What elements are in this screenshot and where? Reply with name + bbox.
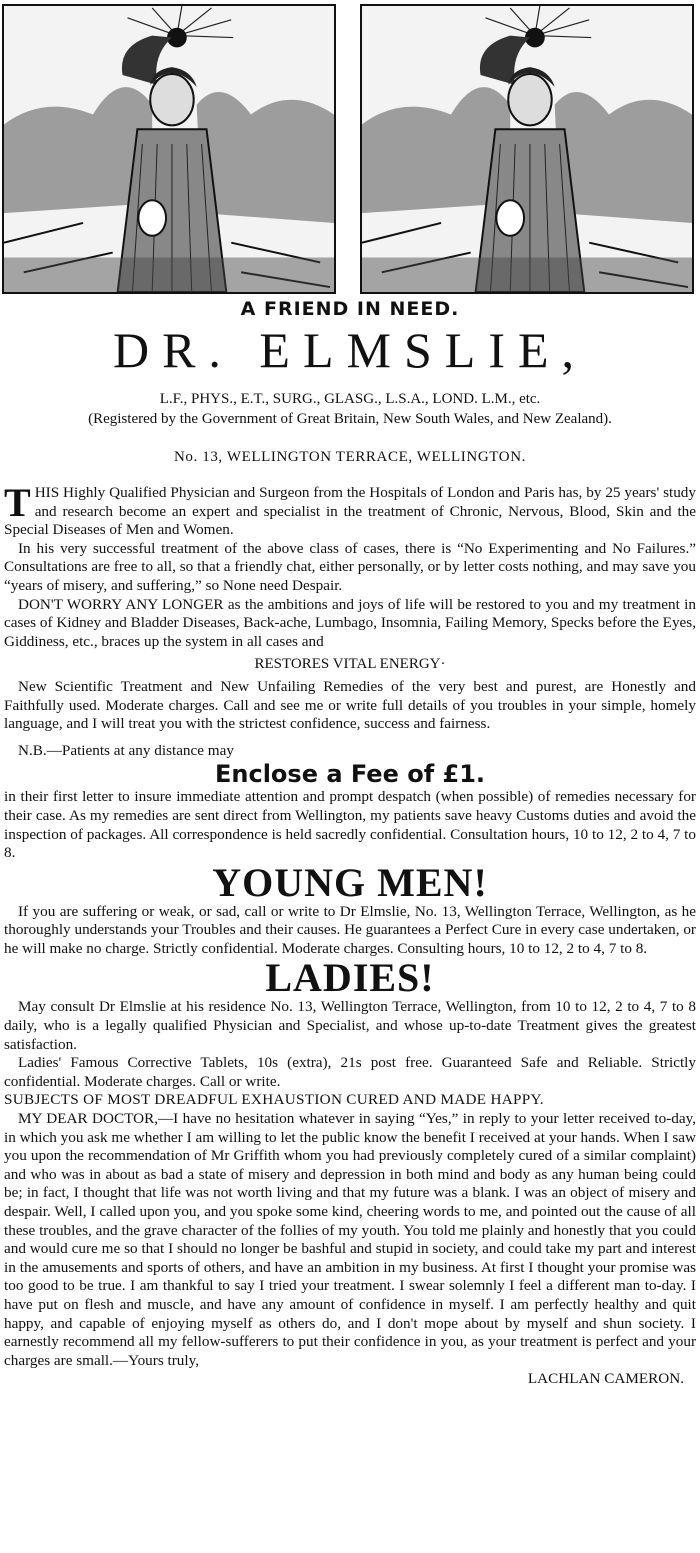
tablets-paragraph: Ladies' Famous Corrective Tablets, 10s (extra), 21s post free. Guaranteed Safe and Reliable. Strictly confidential. Moderate charges. Call or write.: [4, 1054, 696, 1090]
credentials: L.F., PHYS., E.T., SURG., GLASG., L.S.A., LOND. L.M., etc.: [159, 391, 541, 407]
signature-line: [4, 1370, 696, 1389]
fee-paragraph: in their first letter to insure immediate attention and prompt despatch (when possible) of remedies necessary for their case. As my remedies are sent direct from Wellington, my patients save heavy Customs duties and avoid the inspection of packages. All correspondence is held sacredly confidential. Consultation hours, 10 to 12, 2 to 4, 7 to 8.: [4, 788, 696, 862]
subjects-heading: SUBJECTS OF MOST DREADFUL EXHAUSTION CURED AND MADE HAPPY.: [4, 1091, 544, 1109]
scientific-treatment-paragraph: New Scientific Treatment and New Unfailing Remedies of the very best and purest, are Honestly and Faithfully used. Moderate charges. Call and see me or write full details of you troubles in your simple, homely language, and I will treat you with the strictest confidence, success and fairness.: [4, 677, 696, 733]
doctor-name: DR. ELMSLIE,: [112, 322, 588, 378]
drop-cap: T: [4, 480, 31, 525]
fee-heading: Enclose a Fee of £1.: [214, 760, 486, 789]
nb-line: N.B.—Patients at any distance may: [18, 741, 234, 759]
woman-with-raised-torch-illustration: [360, 4, 694, 294]
dont-worry-paragraph: DON'T WORRY ANY LONGER as the ambitions and joys of life will be restored to you and my treatment in cases of Kidney and Bladder Diseases, Back-ache, Lumbago, Insomnia, Failing Memory, Specks before the Eyes, Giddiness, etc., braces up the system in all cases and: [4, 595, 696, 650]
young-men-paragraph: If you are suffering or weak, or sad, call or write to Dr Elmslie, No. 13, Wellington Terrace, Wellington, as he thoroughly understands your Troubles and their causes. He guarantees a Perfect Cure in every case undertaken, or he will make no charge. Strictly confidential. Moderate charges. Consulting hours, 10 to 12, 2 to 4, 7 to 8.: [4, 902, 696, 957]
illustration-right-graphic: [362, 6, 692, 292]
woman-with-raised-torch-illustration: [2, 4, 336, 294]
intro-paragraph: [4, 480, 696, 540]
no-failures-paragraph: In his very successful treatment of the above class of cases, there is “No Experimenting and No Failures.” Consultations are free to all, so that a friendly chat, either personally, or by letter costs nothing, and may save you “years of misery, and suffering,” so None need Despair.: [4, 539, 696, 594]
testimonial-letter: MY DEAR DOCTOR,—I have no hesitation whatever in saying “Yes,” in reply to your letter received to-day, in which you ask me whether I am willing to let the public know the benefit I received at your hands. When I saw you upon the recommendation of Mr Griffith whom you had previously completely cured of a similar complaint) and who was in about as bad a state of misery and depression in both mind and body as any human being could be; in fact, I thought that life was not worth living and that my future was a blank. I was an object of misery and despair. Well, I called upon you, and you spoke some kind, cheering words to me, and pointed out the cause of all these troubles, and the grave character of the follies of my youth. You told me plainly and honestly that you could and would cure me so that I should no longer be bashful and stupid in society, and could take my part and interest in the amusements and sports of others, and have an ambition in my business. At first I thought your promise was too good to be true. I am thankful to say I tried your treatment. I swear solemnly I feel a different man to-day. I have put on flesh and muscle, and have any amount of confidence in myself. I am perfectly healthy and quit happy, and capable of enjoying myself as others do, and I don't mope about by myself and shun society. I earnestly recommend all my fellow-sufferers to put their confidence in you, as your treatment is perfect and your charges are small.—Yours truly,: [4, 1110, 696, 1369]
illustrations-row: [0, 0, 700, 298]
headline: A FRIEND IN NEED.: [240, 298, 460, 320]
address: No. 13, WELLINGTON TERRACE, WELLINGTON.: [174, 449, 526, 465]
illustration-left-graphic: [4, 6, 334, 292]
ladies-paragraph: May consult Dr Elmslie at his residence No. 13, Wellington Terrace, Wellington, from 10 to 12, 2 to 4, 7 to 8 daily, who is a legally qualified Physician and Specialist, and whose up-to-date Treatment gives the greatest satisfaction.: [4, 998, 696, 1053]
advertisement-body: [4, 480, 696, 1389]
signature: LACHLAN CAMERON.: [527, 1370, 684, 1388]
intro-text: HIS Highly Qualified Physician and Surgeon from the Hospitals of London and Paris has, by 25 years' study and research become an expert and specialist in the treatment of Chronic, Nervous, Blood, Skin and the Special Diseases of Men and Women.: [4, 484, 696, 539]
registration-note: (Registered by the Government of Great Britain, New South Wales, and New Zealand).: [88, 411, 612, 427]
young-men-heading: YOUNG MEN!: [212, 859, 488, 905]
restores-heading: RESTORES VITAL ENERGY·: [254, 656, 446, 673]
ladies-heading: LADIES!: [265, 955, 435, 1001]
